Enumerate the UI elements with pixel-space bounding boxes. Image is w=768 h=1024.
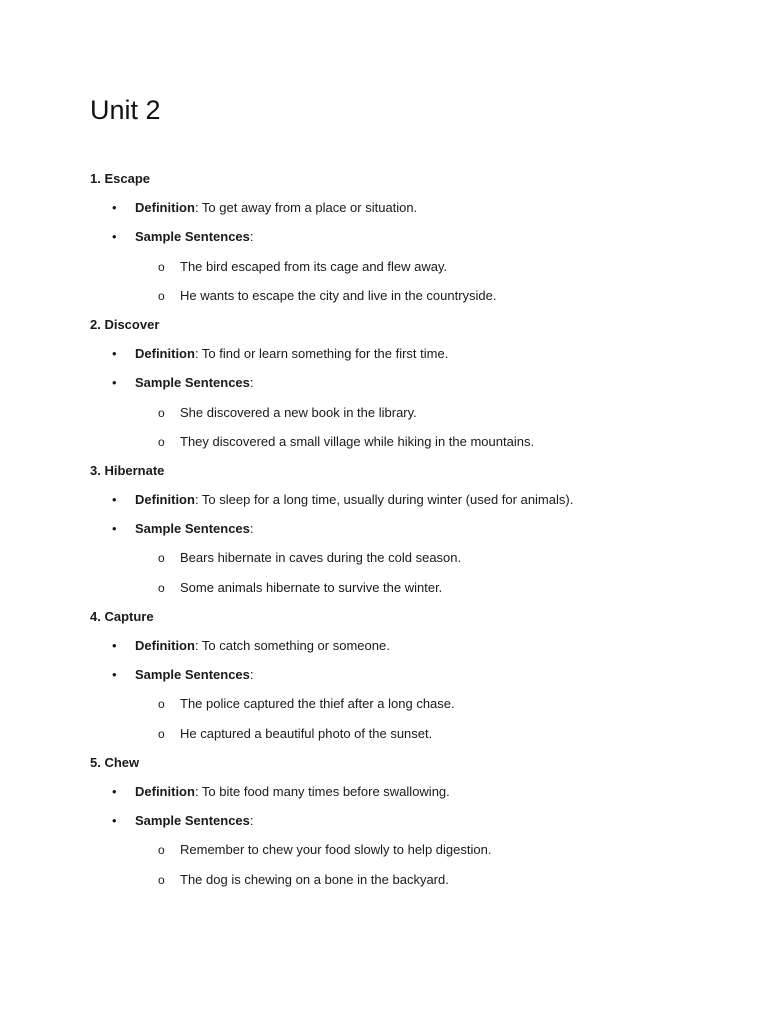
- sentence-text: The police captured the thief after a long chase.: [180, 696, 455, 712]
- bullet-icon: •: [112, 521, 117, 537]
- sentence-text: He captured a beautiful photo of the sunset.: [180, 725, 433, 741]
- definition-label: Definition: [135, 200, 195, 216]
- definition-item: [0, 491, 768, 520]
- word-heading: 4. Capture: [90, 608, 154, 624]
- bullet-icon: •: [112, 783, 117, 799]
- sub-bullet-icon: o: [158, 434, 165, 449]
- vocabulary-list: [0, 170, 768, 900]
- sentence-text: She discovered a new book in the library.: [180, 404, 417, 420]
- sentence-text: They discovered a small village while hiking in the mountains.: [180, 433, 535, 449]
- sample-sentence: [0, 258, 768, 287]
- sub-bullet-icon: o: [158, 259, 165, 274]
- bullet-icon: •: [112, 667, 117, 683]
- sentence-text: Remember to chew your food slowly to help digestion.: [180, 842, 492, 858]
- vocab-entry: [0, 608, 768, 754]
- sentences-suffix: :: [249, 813, 254, 829]
- bullet-icon: •: [112, 346, 117, 362]
- sub-bullet-icon: o: [158, 843, 165, 858]
- bullet-icon: •: [112, 638, 117, 653]
- sub-bullet-icon: o: [158, 288, 165, 303]
- sample-sentence: [0, 549, 768, 578]
- definition-text: : To bite food many times before swallowing.: [194, 783, 450, 799]
- definition-item: [0, 345, 768, 374]
- bullet-icon: •: [112, 375, 117, 391]
- sentence-text: Bears hibernate in caves during the cold season.: [180, 550, 462, 566]
- definition-item: [0, 637, 768, 666]
- bullet-icon: •: [112, 229, 117, 245]
- sentences-label: Sample Sentences: [135, 375, 250, 391]
- sentences-item: [0, 228, 768, 257]
- sample-sentence: [0, 433, 768, 462]
- sentences-item: [0, 520, 768, 549]
- sentences-item: [0, 374, 768, 403]
- sentences-suffix: :: [249, 521, 254, 537]
- word-heading: 2. Discover: [90, 316, 160, 332]
- sample-sentence: [0, 725, 768, 754]
- sentence-text: He wants to escape the city and live in the countryside.: [180, 287, 497, 303]
- sentences-suffix: :: [249, 229, 254, 245]
- sub-bullet-icon: o: [158, 580, 165, 595]
- definition-item: [0, 783, 768, 812]
- sub-bullet-icon: o: [158, 405, 165, 420]
- definition-text: : To catch something or someone.: [194, 638, 390, 653]
- sample-sentence: [0, 871, 768, 900]
- sentence-text: The dog is chewing on a bone in the backyard.: [180, 871, 449, 887]
- sample-sentence: [0, 404, 768, 433]
- sample-sentence: [0, 287, 768, 316]
- sub-bullet-icon: o: [158, 697, 165, 712]
- sentences-label: Sample Sentences: [135, 229, 250, 245]
- sub-bullet-icon: o: [158, 726, 165, 741]
- definition-label: Definition: [135, 638, 195, 653]
- definition-text: : To find or learn something for the first time.: [194, 346, 449, 362]
- vocab-entry: [0, 170, 768, 316]
- definition-label: Definition: [135, 492, 195, 508]
- sentence-text: The bird escaped from its cage and flew away.: [180, 258, 448, 274]
- page-title: Unit 2: [90, 95, 161, 125]
- sentences-label: Sample Sentences: [135, 521, 250, 537]
- sentences-suffix: :: [249, 667, 254, 683]
- vocab-entry: [0, 754, 768, 900]
- sub-bullet-icon: o: [158, 551, 165, 566]
- sentences-item: [0, 812, 768, 841]
- definition-label: Definition: [135, 783, 195, 799]
- word-heading: 1. Escape: [90, 171, 150, 186]
- sample-sentence: [0, 579, 768, 608]
- word-heading: 5. Chew: [90, 754, 140, 770]
- sentences-suffix: :: [249, 375, 254, 391]
- bullet-icon: •: [112, 492, 117, 508]
- bullet-icon: •: [112, 813, 117, 829]
- word-heading: 3. Hibernate: [90, 462, 165, 478]
- sub-bullet-icon: o: [158, 872, 165, 887]
- definition-item: [0, 199, 768, 228]
- sentences-label: Sample Sentences: [135, 813, 250, 829]
- bullet-icon: •: [112, 200, 117, 216]
- definition-text: : To get away from a place or situation.: [194, 200, 418, 216]
- sentences-item: [0, 666, 768, 695]
- definition-label: Definition: [135, 346, 195, 362]
- sample-sentence: [0, 695, 768, 724]
- sentences-label: Sample Sentences: [135, 667, 250, 683]
- sample-sentence: [0, 841, 768, 870]
- vocab-entry: [0, 316, 768, 462]
- vocab-entry: [0, 462, 768, 608]
- definition-text: : To sleep for a long time, usually during winter (used for animals).: [194, 492, 574, 508]
- sentence-text: Some animals hibernate to survive the winter.: [180, 579, 443, 595]
